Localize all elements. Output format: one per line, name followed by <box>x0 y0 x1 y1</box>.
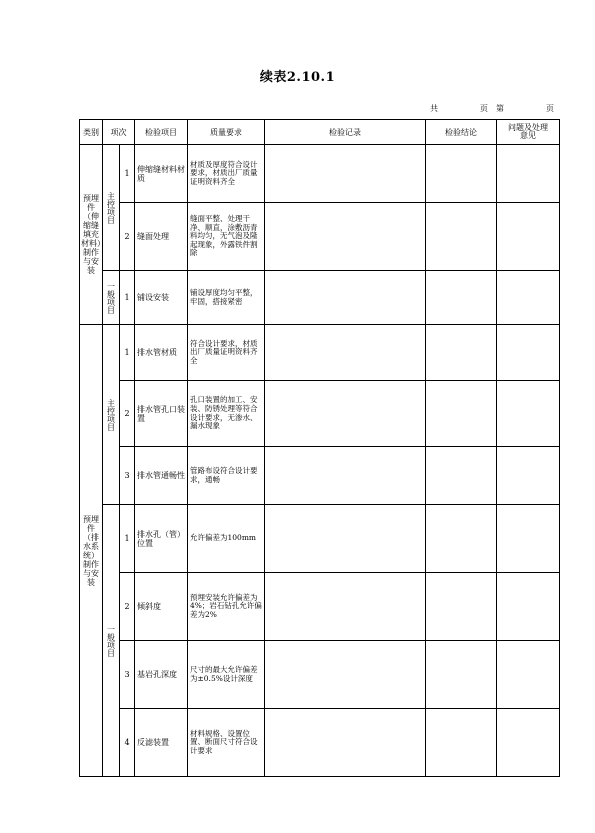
page-total-label: 共 <box>430 104 438 113</box>
item-no: 2 <box>120 381 135 447</box>
item-no: 2 <box>120 573 135 641</box>
header-category: 类别 <box>80 120 103 145</box>
conclusion-cell[interactable] <box>426 325 497 381</box>
opinion-cell[interactable] <box>497 145 560 203</box>
conclusion-cell[interactable] <box>426 505 497 573</box>
table-row <box>80 505 560 573</box>
opinion-cell[interactable] <box>497 271 560 325</box>
conclusion-cell[interactable] <box>426 573 497 641</box>
check-item: 缝面处理 <box>135 203 188 271</box>
conclusion-cell[interactable] <box>426 203 497 271</box>
group-label: 一般项目 <box>103 505 120 777</box>
quality-req: 材质及厚度符合设计要求，材质出厂质量证明资料齐全 <box>188 145 265 203</box>
conclusion-cell[interactable] <box>426 447 497 505</box>
opinion-cell[interactable] <box>497 709 560 777</box>
check-item: 反滤装置 <box>135 709 188 777</box>
group-label: 主控项目 <box>103 145 120 271</box>
page-title: 续表2.10.1 <box>259 70 336 85</box>
header-record: 检验记录 <box>265 120 426 145</box>
check-item: 伸缩缝材料材质 <box>135 145 188 203</box>
opinion-cell[interactable] <box>497 203 560 271</box>
opinion-cell[interactable] <box>497 641 560 709</box>
conclusion-cell[interactable] <box>426 145 497 203</box>
page-current-unit: 页 <box>546 104 554 113</box>
table-row <box>80 381 560 447</box>
item-no: 1 <box>120 325 135 381</box>
check-item: 基岩孔深度 <box>135 641 188 709</box>
quality-req: 孔口装置的加工、安装、防锈处理等符合设计要求，无渗水、漏水现象 <box>188 381 265 447</box>
page-info <box>428 103 558 115</box>
table-row <box>80 447 560 505</box>
quality-req: 管路布设符合设计要求，通畅 <box>188 447 265 505</box>
page-current-label: 第 <box>496 104 504 113</box>
table-row <box>80 145 560 203</box>
conclusion-cell[interactable] <box>426 641 497 709</box>
item-no: 4 <box>120 709 135 777</box>
quality-req: 材料规格、设置位置、断面尺寸符合设计要求 <box>188 709 265 777</box>
table-row <box>80 271 560 325</box>
conclusion-cell[interactable] <box>426 709 497 777</box>
header-quality-req: 质量要求 <box>188 120 265 145</box>
item-no: 3 <box>120 641 135 709</box>
record-cell[interactable] <box>265 447 426 505</box>
item-no: 1 <box>120 271 135 325</box>
quality-req: 预埋安装允许偏差为4%；岩石钻孔允许偏差为2% <box>188 573 265 641</box>
quality-req: 符合设计要求，材质出厂质量证明资料齐全 <box>188 325 265 381</box>
table-row <box>80 325 560 381</box>
page-total-unit: 页 <box>480 104 488 113</box>
opinion-cell[interactable] <box>497 325 560 381</box>
header-opinion-line2: 意见 <box>520 131 536 140</box>
check-item: 排水管通畅性 <box>135 447 188 505</box>
header-conclusion: 检验结论 <box>426 120 497 145</box>
quality-req: 缝面平整、处理干净、顺直，涂敷沥青料均匀，无气泡及隆起现象，外露铁件割除 <box>188 203 265 271</box>
opinion-cell[interactable] <box>497 447 560 505</box>
record-cell[interactable] <box>265 505 426 573</box>
check-item: 排水管孔口装置 <box>135 381 188 447</box>
quality-req: 尺寸的最大允许偏差为±0.5%设计深度 <box>188 641 265 709</box>
item-no: 3 <box>120 447 135 505</box>
header-check-item: 检验项目 <box>135 120 188 145</box>
item-no: 2 <box>120 203 135 271</box>
category-cell: 预埋件（排水系统）制作与安装 <box>80 325 103 777</box>
record-cell[interactable] <box>265 325 426 381</box>
record-cell[interactable] <box>265 573 426 641</box>
header-opinion <box>497 120 560 145</box>
opinion-cell[interactable] <box>497 505 560 573</box>
table-row <box>80 573 560 641</box>
item-no: 1 <box>120 145 135 203</box>
quality-req: 允许偏差为100mm <box>188 505 265 573</box>
inspection-table <box>79 119 560 777</box>
table-row <box>80 641 560 709</box>
table-row <box>80 709 560 777</box>
opinion-cell[interactable] <box>497 573 560 641</box>
record-cell[interactable] <box>265 641 426 709</box>
conclusion-cell[interactable] <box>426 271 497 325</box>
group-label: 主控项目 <box>103 325 120 505</box>
check-item: 排水管材质 <box>135 325 188 381</box>
category-cell: 预埋件（伸缩缝填充材料）制作与安装 <box>80 145 103 325</box>
record-cell[interactable] <box>265 381 426 447</box>
opinion-cell[interactable] <box>497 381 560 447</box>
quality-req: 铺设厚度均匀平整，牢固，搭接紧密 <box>188 271 265 325</box>
item-no: 1 <box>120 505 135 573</box>
group-label: 一般项目 <box>103 271 120 325</box>
check-item: 倾斜度 <box>135 573 188 641</box>
record-cell[interactable] <box>265 709 426 777</box>
record-cell[interactable] <box>265 271 426 325</box>
header-item-no: 项次 <box>103 120 135 145</box>
header-opinion-line1: 问题及处理 <box>508 123 548 132</box>
table-row <box>80 203 560 271</box>
record-cell[interactable] <box>265 203 426 271</box>
record-cell[interactable] <box>265 145 426 203</box>
header-row <box>80 120 560 145</box>
check-item: 铺设安装 <box>135 271 188 325</box>
conclusion-cell[interactable] <box>426 381 497 447</box>
check-item: 排水孔（管）位置 <box>135 505 188 573</box>
